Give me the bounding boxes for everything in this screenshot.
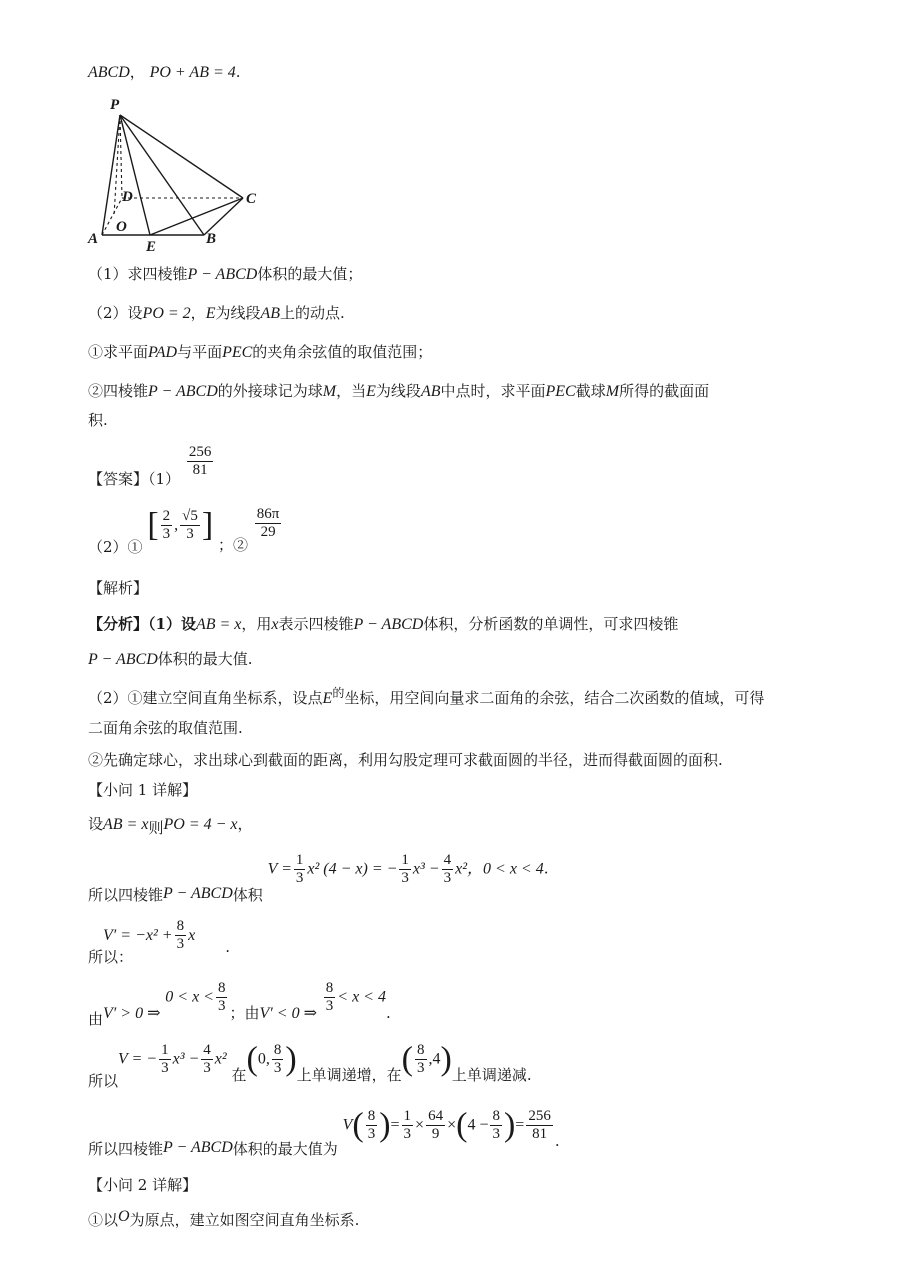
s1-l5-dec: 上单调递减.	[451, 1065, 532, 1084]
q2b-t1: 的外接球记为球	[217, 382, 323, 400]
q2-m3: AB	[260, 305, 281, 322]
question-2a	[88, 342, 432, 363]
s1-l2-pre: 所以四棱锥	[88, 885, 164, 904]
s1-line-6	[88, 1106, 560, 1158]
q2b-m3: E	[366, 383, 376, 400]
q1-prefix: （1）求四棱锥	[88, 265, 188, 283]
s1-l5-i2n: 8	[417, 1042, 425, 1058]
s1-l2-f3n: 4	[443, 852, 452, 868]
pyramid-figure	[80, 95, 280, 255]
q2-suffix: 上的动点.	[280, 304, 345, 322]
q2b-m5: PEC	[545, 383, 576, 400]
q2b-prefix: ②四棱锥	[88, 382, 149, 400]
s1-l1-m2: PO = 4 − x	[163, 816, 238, 833]
s1-l2-f3	[442, 852, 454, 887]
s1-l5-inc: 上单调递增，在	[296, 1065, 402, 1084]
s1-l4-mid: ；由	[229, 1003, 260, 1022]
q2b-t3: 为线段	[375, 382, 421, 400]
s2-title-text: 【小问 2 详解】	[88, 1176, 198, 1194]
r-frac1	[161, 508, 173, 543]
label-C: C	[246, 191, 257, 207]
s1-l6-rp1: )	[379, 1106, 391, 1144]
s1-l6-b2f	[426, 1108, 445, 1143]
q2b-m2: M	[322, 383, 337, 400]
analysis-line-5	[88, 750, 723, 770]
analysis-m5: E	[322, 690, 333, 707]
s1-l1-m1: AB = x	[103, 816, 149, 833]
s1-l5-f1d: 3	[161, 1060, 169, 1076]
q2a-m2: PEC	[222, 344, 253, 361]
s1-l6-x2: ×	[447, 1116, 457, 1134]
s1-l4-m2: 0 < x <	[165, 988, 214, 1006]
analysis-p3: ②先确定球心，求出球心到截面的距离，利用勾股定理可求截面圆的半径，进而得截面圆的面积.	[88, 751, 723, 769]
q2b-m4: AB	[420, 383, 441, 400]
s1-l2-end: .	[543, 859, 549, 878]
a1-num: 256	[188, 444, 212, 460]
s2-line-1	[88, 1210, 359, 1231]
s1-l5-i1d: 3	[273, 1060, 282, 1076]
s1-l5-rparen2: )	[440, 1040, 452, 1078]
s1-l4-f2n: 8	[325, 980, 334, 996]
q2a-m1: PAD	[148, 344, 178, 361]
s1-l5-i2d: 3	[417, 1060, 425, 1076]
label-A: A	[88, 231, 99, 247]
s1-l3-f	[175, 918, 187, 953]
analysis-t2: 表示四棱锥	[278, 615, 354, 633]
s1-l5-V: V = −	[118, 1050, 158, 1068]
r-num1: 2	[162, 508, 171, 524]
s1-l2-dom: ，0 < x < 4	[467, 860, 544, 878]
analysis-line-1	[88, 614, 678, 635]
s1-l6-an: 8	[367, 1108, 376, 1124]
label-B: B	[206, 231, 217, 247]
q2b-m6: M	[605, 383, 620, 400]
q2-prefix: （2）设	[88, 304, 143, 322]
analysis-m1: AB = x	[195, 616, 242, 633]
s1-l3-end: .	[225, 937, 230, 956]
question-1	[88, 264, 362, 285]
header-line	[88, 62, 241, 83]
analysis-line-4	[88, 718, 243, 738]
s1-l4-f1d: 3	[217, 998, 226, 1014]
r-den1: 3	[162, 526, 171, 542]
s1-l4-m4: < x < 4	[337, 988, 386, 1006]
label-P: P	[110, 97, 120, 113]
s1-l5-f1n: 1	[161, 1042, 169, 1058]
q2b-m1: P − ABCD	[148, 383, 218, 400]
s1-l4-f2	[324, 980, 336, 1015]
q2-sep: ，	[190, 304, 206, 322]
analysis-t4: 体积的最大值.	[157, 650, 253, 668]
s1-l2-t2: x³ −	[412, 860, 440, 878]
s1-l6-end: .	[554, 1131, 560, 1150]
s1-l2-f2n: 1	[401, 852, 409, 868]
s1-l4-end: .	[385, 1003, 391, 1022]
s1-l5-f2d: 3	[203, 1060, 211, 1076]
answer-1	[88, 444, 215, 488]
s1-l6-af	[366, 1108, 378, 1143]
s1-l2-m: P − ABCD	[163, 884, 233, 902]
s1-l6-b2d: 9	[431, 1126, 440, 1142]
s1-l2-f2d: 3	[401, 870, 409, 886]
s1-l5-lparen1: (	[246, 1040, 258, 1078]
r-den2: 3	[186, 526, 194, 542]
answer-2	[88, 506, 283, 556]
r-frac2	[180, 508, 200, 543]
edge-EC	[150, 198, 243, 235]
s1-l3-fn: 8	[176, 918, 185, 934]
s1-l5-i1f	[272, 1042, 284, 1077]
analysis-label: 【分析】（1）设	[88, 615, 196, 633]
s1-l4-m3: V′ < 0 ⇒	[259, 1004, 317, 1022]
label-D: D	[122, 189, 133, 205]
s1-l6-pre: 所以四棱锥	[88, 1139, 164, 1158]
s1-l5-t1: x³ −	[172, 1050, 200, 1068]
answer-label: 【答案】（1）	[88, 469, 181, 488]
q2-m1: PO = 2	[142, 305, 191, 322]
s1-l2-f1d: 3	[295, 870, 304, 886]
q2a-prefix: ①求平面	[88, 343, 149, 361]
s1-l6-rn: 256	[528, 1108, 551, 1124]
analysis-p2b: 的	[332, 686, 345, 700]
header-end: .	[235, 63, 241, 81]
label-O: O	[116, 219, 127, 235]
a1-den: 81	[192, 462, 208, 478]
s1-l4-f1n: 8	[217, 980, 226, 996]
answer-sep: ；②	[218, 535, 249, 554]
s1-l2-f3d: 3	[443, 870, 452, 886]
s1-l6-eq2: =	[515, 1116, 525, 1134]
s1-l6-cn: 8	[492, 1108, 500, 1124]
s1-l5-f2n: 4	[203, 1042, 211, 1058]
r-num2: √5	[182, 508, 198, 524]
edge-PD	[120, 115, 122, 198]
s1-l5-pre: 所以	[88, 1071, 119, 1090]
s1-l5-f1	[159, 1042, 171, 1077]
question-2	[88, 303, 345, 324]
q2b-t5: 截球	[575, 382, 606, 400]
s1-l1-pre: 设	[88, 815, 104, 833]
header-math: ABCD	[88, 64, 130, 81]
edge-PO	[114, 115, 120, 216]
edge-PB	[120, 115, 204, 235]
q2b-t4: 中点时，求平面	[440, 382, 546, 400]
s1-l5-lparen2: (	[401, 1040, 413, 1078]
s1-l6-lp1: (	[352, 1106, 364, 1144]
s1-l6-rf	[526, 1108, 553, 1143]
s1-l5-i2b: ,4	[428, 1050, 441, 1068]
s1-l5-t2: x²	[214, 1050, 227, 1068]
s1-l6-b1n: 1	[403, 1108, 412, 1124]
analysis-p2d: 二面角余弦的取值范围.	[88, 719, 243, 737]
q2a-suffix: 的夹角余弦值的取值范围；	[252, 343, 433, 361]
analysis-m3: P − ABCD	[353, 616, 424, 633]
s1-l6-m: P − ABCD	[163, 1138, 233, 1156]
a3-num: 86π	[256, 506, 280, 522]
s2-l1-pre: ①以	[88, 1211, 119, 1229]
s1-l3-pre: 所以：	[88, 947, 134, 966]
answer-1-fraction	[187, 444, 214, 479]
label-E: E	[146, 239, 157, 255]
s1-l6-mid: 体积的最大值为	[232, 1139, 338, 1158]
s1-l2-t1: x² (4 − x) = −	[307, 860, 398, 878]
s1-l4-f1	[216, 980, 228, 1015]
s1-l6-four: 4 −	[467, 1116, 489, 1134]
s1-l5-i2f	[415, 1042, 427, 1077]
s2-l1-m: O	[118, 1208, 130, 1225]
s1-line-1	[88, 814, 253, 835]
s1-l3-V: V′ = −x² +	[103, 926, 173, 944]
s1-l2-f1n: 1	[295, 852, 304, 868]
q2-m2: E	[205, 305, 216, 322]
s1-l6-x1: ×	[415, 1116, 425, 1134]
analysis-t3: 体积，分析函数的单调性，可求四棱锥	[423, 615, 679, 633]
analysis-m2: x	[271, 616, 279, 633]
s1-l5-f2	[201, 1042, 213, 1077]
s1-l1-mid: 则	[148, 819, 164, 837]
s1-l2-f1	[294, 852, 306, 887]
s1-line-2	[88, 852, 549, 904]
q1-suffix: 体积的最大值；	[257, 265, 363, 283]
s1-l6-eq: =	[390, 1116, 400, 1134]
analysis-m4: P − ABCD	[88, 651, 158, 668]
s1-l6-b1d: 3	[403, 1126, 412, 1142]
edge-BC	[204, 198, 243, 235]
s1-line-3	[88, 918, 230, 966]
s1-l6-cd: 3	[492, 1126, 500, 1142]
s1-l4-m1: V′ > 0 ⇒	[103, 1004, 161, 1022]
s1-title-text: 【小问 1 详解】	[88, 781, 198, 799]
s1-l2-mid: 体积	[232, 885, 263, 904]
analysis-t1: ，用	[241, 615, 272, 633]
s1-l6-rp2: )	[503, 1106, 516, 1144]
a3-den: 29	[260, 524, 276, 540]
s1-l3-x: x	[188, 926, 196, 944]
s1-line-5	[88, 1040, 532, 1090]
s1-l2-f2	[399, 852, 411, 887]
s1-l2-t3: x²	[455, 860, 468, 878]
q2b-t2: ，当	[336, 382, 367, 400]
s2-title	[88, 1175, 197, 1195]
analysis-line-2	[88, 649, 253, 670]
s1-l6-cf	[490, 1108, 502, 1143]
jiexi-heading	[88, 578, 148, 598]
s1-l3-fd: 3	[176, 936, 185, 952]
s1-l5-in1: 在	[231, 1065, 247, 1084]
s1-l6-lp2: (	[456, 1106, 468, 1144]
q2b-t6: 所得的截面面	[619, 382, 710, 400]
q2-mid: 为线段	[215, 304, 261, 322]
q2a-mid: 与平面	[177, 343, 223, 361]
left-bracket: [	[147, 506, 159, 544]
jiexi-label: 【解析】	[88, 579, 149, 597]
question-2b-cont	[88, 410, 108, 430]
s1-l5-rparen1: )	[285, 1040, 297, 1078]
question-2b	[88, 381, 709, 402]
edge-PA	[102, 115, 120, 235]
s1-l1-end: ，	[237, 815, 253, 833]
a3-fraction	[255, 506, 282, 541]
s1-l6-b2n: 64	[428, 1108, 444, 1124]
edge-PC	[120, 115, 243, 198]
s1-l5-i1n: 8	[273, 1042, 282, 1058]
q2b-cont: 积.	[88, 411, 108, 429]
header-sep: ，	[129, 63, 145, 81]
s1-l5-i1a: 0,	[257, 1050, 270, 1068]
r-comma: ,	[174, 516, 179, 534]
header-expr: PO + AB = 4	[149, 64, 236, 81]
s1-l4-f2d: 3	[325, 998, 334, 1014]
s1-l2-V: V =	[267, 860, 292, 878]
analysis-p2c: 坐标，用空间向量求二面角的余弦，结合二次函数的值域，可得	[344, 689, 765, 707]
s1-l6-rd: 81	[532, 1126, 548, 1142]
analysis-p2a: （2）①建立空间直角坐标系，设点	[88, 689, 323, 707]
answer-p2: （2）①	[88, 537, 143, 556]
s1-l4-pre: 由	[88, 1009, 104, 1028]
analysis-line-3	[88, 688, 764, 709]
q1-math: P − ABCD	[187, 266, 258, 283]
s1-l6-V: V	[342, 1116, 353, 1134]
s1-line-4	[88, 980, 391, 1028]
s1-l6-ad: 3	[367, 1126, 376, 1142]
s1-title	[88, 780, 197, 800]
s1-l6-b1f	[402, 1108, 414, 1143]
s2-l1-suf: 为原点，建立如图空间直角坐标系.	[129, 1211, 360, 1229]
right-bracket: ]	[201, 506, 214, 544]
